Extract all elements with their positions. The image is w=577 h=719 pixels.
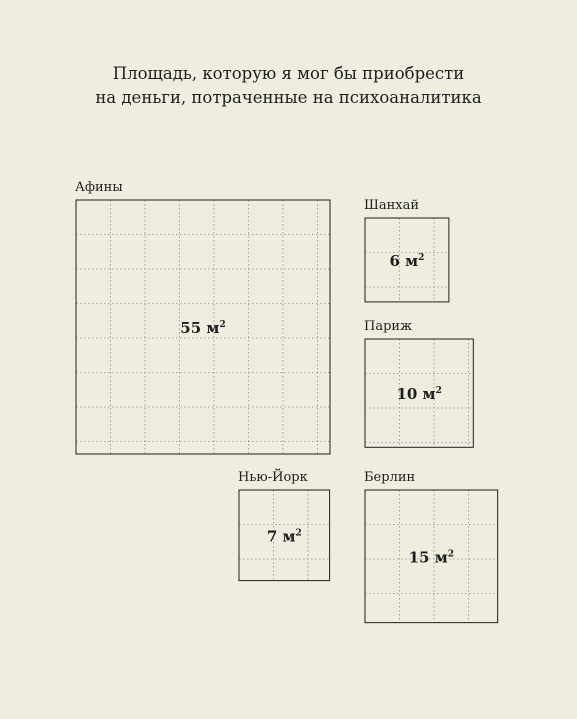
- square-0-area-unit-superscript: 2: [219, 320, 226, 330]
- square-2-area-label: 10 $м^2$: [396, 385, 442, 404]
- square-0-city-label: Афины: [75, 180, 123, 195]
- chart-title-line-1: Площадь, которую я мог бы приобрести: [112, 64, 465, 83]
- square-3-area-label: 7 $м^2$: [266, 527, 302, 546]
- square-1-city-label: Шанхай: [364, 198, 419, 213]
- square-4-city-label: Берлин: [364, 470, 416, 485]
- square-1-area-label: 6 $м^2$: [389, 251, 425, 270]
- square-3-area-unit-superscript: 2: [295, 528, 302, 539]
- square-3-city-label: Нью-Йорк: [238, 470, 308, 485]
- square-2-area-unit-superscript: 2: [435, 386, 442, 397]
- square-4-area-label: 15 $м^2$: [408, 548, 455, 567]
- square-1-area-unit-superscript: 2: [418, 252, 425, 263]
- square-0-area-label: 55 $м^2$: [180, 319, 226, 337]
- square-4-area-unit-superscript: 2: [447, 549, 455, 560]
- square-2-city-label: Париж: [364, 319, 413, 334]
- chart-title-line-2: на деньги, потраченные на психоаналитика: [95, 88, 482, 107]
